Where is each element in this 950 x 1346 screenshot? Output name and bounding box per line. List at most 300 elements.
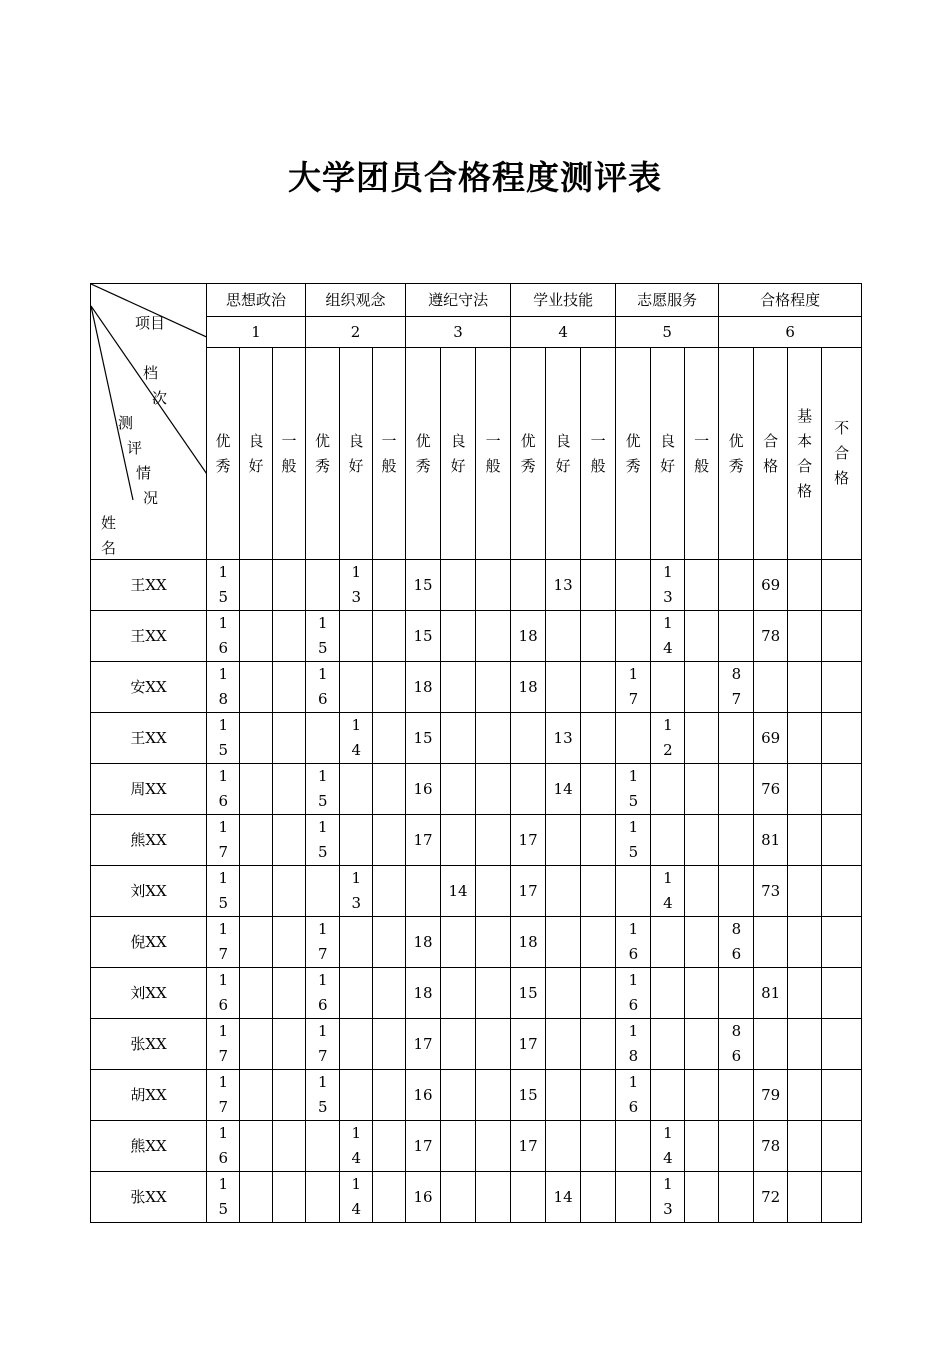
score-cell — [685, 1121, 719, 1172]
score-cell — [651, 866, 685, 917]
level-header — [340, 348, 373, 560]
score-value: 15 — [413, 728, 433, 747]
score-cell — [306, 917, 340, 968]
score-cell — [306, 1172, 340, 1223]
score-cell — [788, 662, 822, 713]
score-value: 18 — [413, 932, 433, 951]
score-cell — [788, 917, 822, 968]
level-label: 良好 — [348, 431, 364, 475]
score-cell — [207, 815, 240, 866]
score-cell — [651, 1121, 685, 1172]
score-cell — [581, 764, 616, 815]
table-row — [91, 1172, 862, 1223]
score-cell — [340, 917, 373, 968]
score-value: 15 — [318, 1073, 328, 1116]
level-label: 一般 — [485, 431, 501, 475]
score-cell — [406, 1172, 441, 1223]
score-cell — [685, 1070, 719, 1121]
score-cell — [273, 1019, 306, 1070]
score-value: 15 — [318, 818, 328, 861]
score-cell — [581, 1172, 616, 1223]
score-cell — [207, 662, 240, 713]
score-cell — [754, 1172, 788, 1223]
score-cell — [685, 713, 719, 764]
score-cell — [616, 1070, 651, 1121]
score-value: 15 — [413, 626, 433, 645]
score-value: 15 — [628, 818, 639, 861]
score-cell — [373, 1121, 406, 1172]
level-label: 一般 — [381, 431, 397, 475]
score-cell — [511, 1121, 546, 1172]
member-name: 刘XX — [91, 968, 207, 1019]
score-cell — [511, 560, 546, 611]
score-cell — [754, 560, 788, 611]
score-value: 13 — [553, 575, 573, 594]
score-cell — [822, 1019, 862, 1070]
level-header — [616, 348, 651, 560]
score-cell — [207, 1019, 240, 1070]
score-cell — [685, 560, 719, 611]
score-cell — [616, 1019, 651, 1070]
page-title: 大学团员合格程度测评表 — [288, 158, 662, 197]
category-header: 遵纪守法 — [406, 284, 511, 317]
score-value: 17 — [518, 830, 538, 849]
score-value: 78 — [761, 626, 781, 645]
score-cell — [511, 764, 546, 815]
score-cell — [616, 764, 651, 815]
score-value: 17 — [318, 1022, 328, 1065]
score-value: 69 — [761, 575, 781, 594]
score-cell — [685, 917, 719, 968]
level-header — [754, 348, 788, 560]
category-number: 6 — [719, 317, 862, 348]
score-cell — [306, 662, 340, 713]
score-cell — [651, 968, 685, 1019]
level-header — [546, 348, 581, 560]
score-value: 17 — [518, 1034, 538, 1053]
score-cell — [546, 560, 581, 611]
score-cell — [822, 1172, 862, 1223]
level-header — [822, 348, 862, 560]
score-cell — [306, 560, 340, 611]
score-cell — [822, 917, 862, 968]
score-cell — [546, 713, 581, 764]
score-cell — [207, 968, 240, 1019]
score-value: 18 — [518, 677, 538, 696]
score-cell — [511, 815, 546, 866]
score-cell — [273, 560, 306, 611]
category-number: 1 — [207, 317, 306, 348]
score-cell — [273, 917, 306, 968]
score-cell — [511, 917, 546, 968]
score-cell — [306, 611, 340, 662]
score-cell — [373, 1172, 406, 1223]
level-label: 基本合格 — [797, 406, 813, 500]
score-cell — [441, 968, 476, 1019]
score-value: 16 — [218, 1124, 229, 1167]
score-value: 15 — [318, 614, 328, 657]
score-cell — [273, 815, 306, 866]
score-cell — [546, 1121, 581, 1172]
score-cell — [240, 1070, 273, 1121]
score-cell — [406, 662, 441, 713]
score-cell — [651, 1019, 685, 1070]
table-row — [91, 611, 862, 662]
score-cell — [685, 611, 719, 662]
score-cell — [441, 1121, 476, 1172]
level-header — [476, 348, 511, 560]
level-header — [685, 348, 719, 560]
member-name: 周XX — [91, 764, 207, 815]
table-row — [91, 1019, 862, 1070]
score-cell — [406, 611, 441, 662]
score-cell — [754, 1019, 788, 1070]
table-row — [91, 815, 862, 866]
level-header — [651, 348, 685, 560]
score-cell — [719, 611, 754, 662]
score-value: 81 — [761, 983, 781, 1002]
score-cell — [340, 815, 373, 866]
score-cell — [616, 713, 651, 764]
score-cell — [373, 1019, 406, 1070]
table-row — [91, 713, 862, 764]
score-value: 17 — [628, 665, 639, 708]
score-cell — [240, 662, 273, 713]
level-header — [306, 348, 340, 560]
table-row — [91, 1070, 862, 1121]
score-value: 15 — [518, 983, 538, 1002]
table-row — [91, 866, 862, 917]
score-cell — [754, 611, 788, 662]
score-cell — [719, 815, 754, 866]
score-cell — [616, 1121, 651, 1172]
score-value: 17 — [218, 920, 229, 963]
score-value: 14 — [351, 716, 362, 759]
score-cell — [546, 968, 581, 1019]
score-value: 16 — [218, 614, 229, 657]
score-cell — [240, 560, 273, 611]
corner-grade-char: 档 — [143, 364, 159, 382]
score-cell — [441, 611, 476, 662]
score-cell — [207, 764, 240, 815]
table-row — [91, 560, 862, 611]
evaluation-table — [90, 283, 862, 1223]
level-header — [788, 348, 822, 560]
category-number: 3 — [406, 317, 511, 348]
score-cell — [754, 815, 788, 866]
score-cell — [651, 611, 685, 662]
score-cell — [511, 713, 546, 764]
score-value: 17 — [413, 1034, 433, 1053]
score-cell — [822, 764, 862, 815]
score-value: 86 — [731, 1022, 742, 1065]
level-header — [273, 348, 306, 560]
score-cell — [207, 1070, 240, 1121]
score-cell — [822, 1121, 862, 1172]
score-cell — [207, 611, 240, 662]
score-cell — [719, 1019, 754, 1070]
score-cell — [406, 764, 441, 815]
score-cell — [581, 1019, 616, 1070]
score-cell — [441, 815, 476, 866]
score-cell — [546, 815, 581, 866]
score-cell — [546, 611, 581, 662]
level-label: 合格 — [763, 431, 779, 475]
score-cell — [581, 815, 616, 866]
level-label: 不合格 — [834, 419, 850, 487]
score-cell — [788, 611, 822, 662]
score-value: 86 — [731, 920, 742, 963]
score-value: 16 — [218, 767, 229, 810]
score-cell — [406, 968, 441, 1019]
score-cell — [651, 815, 685, 866]
score-value: 15 — [218, 1175, 229, 1218]
corner-eval-char: 评 — [127, 439, 143, 457]
score-cell — [306, 764, 340, 815]
score-value: 16 — [413, 779, 433, 798]
score-value: 16 — [413, 1085, 433, 1104]
level-label: 一般 — [694, 431, 710, 475]
score-cell — [340, 1070, 373, 1121]
score-cell — [719, 1121, 754, 1172]
score-cell — [306, 815, 340, 866]
score-cell — [546, 866, 581, 917]
level-header — [719, 348, 754, 560]
score-cell — [373, 560, 406, 611]
score-cell — [754, 764, 788, 815]
score-cell — [546, 917, 581, 968]
score-value: 13 — [663, 563, 673, 606]
level-header — [373, 348, 406, 560]
score-cell — [340, 560, 373, 611]
score-cell — [441, 1172, 476, 1223]
member-name: 胡XX — [91, 1070, 207, 1121]
score-cell — [581, 968, 616, 1019]
score-value: 17 — [518, 1136, 538, 1155]
score-cell — [788, 1070, 822, 1121]
score-cell — [754, 713, 788, 764]
level-label: 优秀 — [315, 431, 331, 475]
score-cell — [651, 917, 685, 968]
score-cell — [754, 662, 788, 713]
score-cell — [476, 1070, 511, 1121]
score-cell — [546, 1172, 581, 1223]
score-cell — [340, 866, 373, 917]
score-cell — [719, 560, 754, 611]
member-name: 熊XX — [91, 815, 207, 866]
score-cell — [754, 917, 788, 968]
score-cell — [476, 917, 511, 968]
score-cell — [788, 560, 822, 611]
score-cell — [822, 713, 862, 764]
category-header: 组织观念 — [306, 284, 406, 317]
score-cell — [441, 1019, 476, 1070]
score-cell — [306, 713, 340, 764]
score-cell — [546, 1070, 581, 1121]
score-value: 14 — [663, 1124, 673, 1167]
score-value: 15 — [218, 716, 229, 759]
score-cell — [651, 560, 685, 611]
score-cell — [273, 866, 306, 917]
member-name: 王XX — [91, 611, 207, 662]
score-cell — [273, 1172, 306, 1223]
score-cell — [788, 866, 822, 917]
score-value: 13 — [553, 728, 573, 747]
score-value: 18 — [413, 983, 433, 1002]
score-cell — [373, 662, 406, 713]
score-value: 17 — [413, 830, 433, 849]
score-value: 13 — [351, 563, 362, 606]
score-value: 12 — [663, 716, 673, 759]
score-cell — [754, 1070, 788, 1121]
score-cell — [476, 611, 511, 662]
score-cell — [340, 764, 373, 815]
score-cell — [546, 662, 581, 713]
score-cell — [340, 1019, 373, 1070]
score-cell — [340, 968, 373, 1019]
score-cell — [581, 1070, 616, 1121]
score-value: 14 — [351, 1175, 362, 1218]
score-cell — [207, 713, 240, 764]
score-cell — [822, 611, 862, 662]
score-cell — [273, 1121, 306, 1172]
score-cell — [273, 1070, 306, 1121]
category-number: 4 — [511, 317, 616, 348]
score-cell — [822, 815, 862, 866]
score-cell — [306, 1019, 340, 1070]
score-value: 14 — [663, 614, 673, 657]
score-cell — [373, 968, 406, 1019]
score-cell — [207, 560, 240, 611]
level-label: 良好 — [660, 431, 676, 475]
score-value: 15 — [318, 767, 328, 810]
score-cell — [373, 764, 406, 815]
category-number: 5 — [616, 317, 719, 348]
score-cell — [373, 713, 406, 764]
score-cell — [240, 968, 273, 1019]
score-cell — [754, 1121, 788, 1172]
score-cell — [441, 662, 476, 713]
score-cell — [511, 611, 546, 662]
header-corner-cell — [91, 284, 207, 560]
score-cell — [406, 1019, 441, 1070]
level-label: 良好 — [248, 431, 264, 475]
corner-name-char: 姓 — [101, 514, 117, 532]
score-cell — [651, 764, 685, 815]
score-cell — [406, 560, 441, 611]
score-cell — [511, 662, 546, 713]
table-row — [91, 1121, 862, 1172]
score-value: 18 — [518, 932, 538, 951]
member-name: 张XX — [91, 1019, 207, 1070]
score-cell — [719, 917, 754, 968]
score-cell — [306, 1121, 340, 1172]
score-cell — [240, 1172, 273, 1223]
score-cell — [406, 1121, 441, 1172]
score-value: 17 — [413, 1136, 433, 1155]
score-cell — [340, 1121, 373, 1172]
score-cell — [340, 611, 373, 662]
level-label: 优秀 — [215, 431, 231, 475]
score-cell — [616, 560, 651, 611]
score-cell — [788, 764, 822, 815]
score-value: 17 — [518, 881, 538, 900]
score-cell — [476, 968, 511, 1019]
score-value: 16 — [628, 920, 639, 963]
score-cell — [719, 713, 754, 764]
member-name: 王XX — [91, 713, 207, 764]
score-cell — [373, 866, 406, 917]
score-cell — [406, 866, 441, 917]
score-cell — [240, 815, 273, 866]
category-header: 思想政治 — [207, 284, 306, 317]
score-cell — [685, 662, 719, 713]
score-cell — [754, 968, 788, 1019]
score-cell — [822, 560, 862, 611]
score-value: 16 — [628, 971, 639, 1014]
member-name: 王XX — [91, 560, 207, 611]
category-header: 学业技能 — [511, 284, 616, 317]
score-cell — [685, 1019, 719, 1070]
score-cell — [719, 662, 754, 713]
score-value: 14 — [553, 1187, 573, 1206]
score-value: 78 — [761, 1136, 781, 1155]
member-name: 安XX — [91, 662, 207, 713]
score-cell — [373, 611, 406, 662]
score-cell — [273, 968, 306, 1019]
score-cell — [476, 1121, 511, 1172]
score-cell — [306, 1070, 340, 1121]
score-value: 17 — [218, 818, 229, 861]
score-cell — [511, 968, 546, 1019]
score-value: 16 — [318, 665, 328, 708]
member-name: 熊XX — [91, 1121, 207, 1172]
member-name: 刘XX — [91, 866, 207, 917]
score-value: 15 — [218, 563, 229, 606]
score-cell — [822, 968, 862, 1019]
score-value: 16 — [318, 971, 328, 1014]
score-value: 15 — [628, 767, 639, 810]
score-cell — [240, 917, 273, 968]
score-cell — [511, 866, 546, 917]
score-cell — [373, 815, 406, 866]
score-cell — [546, 764, 581, 815]
corner-eval-char: 测 — [118, 414, 134, 432]
score-cell — [651, 1172, 685, 1223]
level-label: 良好 — [450, 431, 466, 475]
score-cell — [476, 815, 511, 866]
level-header — [441, 348, 476, 560]
member-name: 倪XX — [91, 917, 207, 968]
score-cell — [788, 815, 822, 866]
score-value: 14 — [351, 1124, 362, 1167]
score-cell — [754, 866, 788, 917]
category-number: 2 — [306, 317, 406, 348]
score-value: 17 — [218, 1073, 229, 1116]
score-cell — [651, 713, 685, 764]
score-cell — [616, 866, 651, 917]
level-header — [581, 348, 616, 560]
score-cell — [616, 662, 651, 713]
score-cell — [719, 1070, 754, 1121]
score-cell — [441, 1070, 476, 1121]
score-cell — [476, 1019, 511, 1070]
score-cell — [511, 1172, 546, 1223]
level-label: 优秀 — [415, 431, 431, 475]
score-value: 16 — [413, 1187, 433, 1206]
score-cell — [546, 1019, 581, 1070]
score-value: 18 — [218, 665, 229, 708]
